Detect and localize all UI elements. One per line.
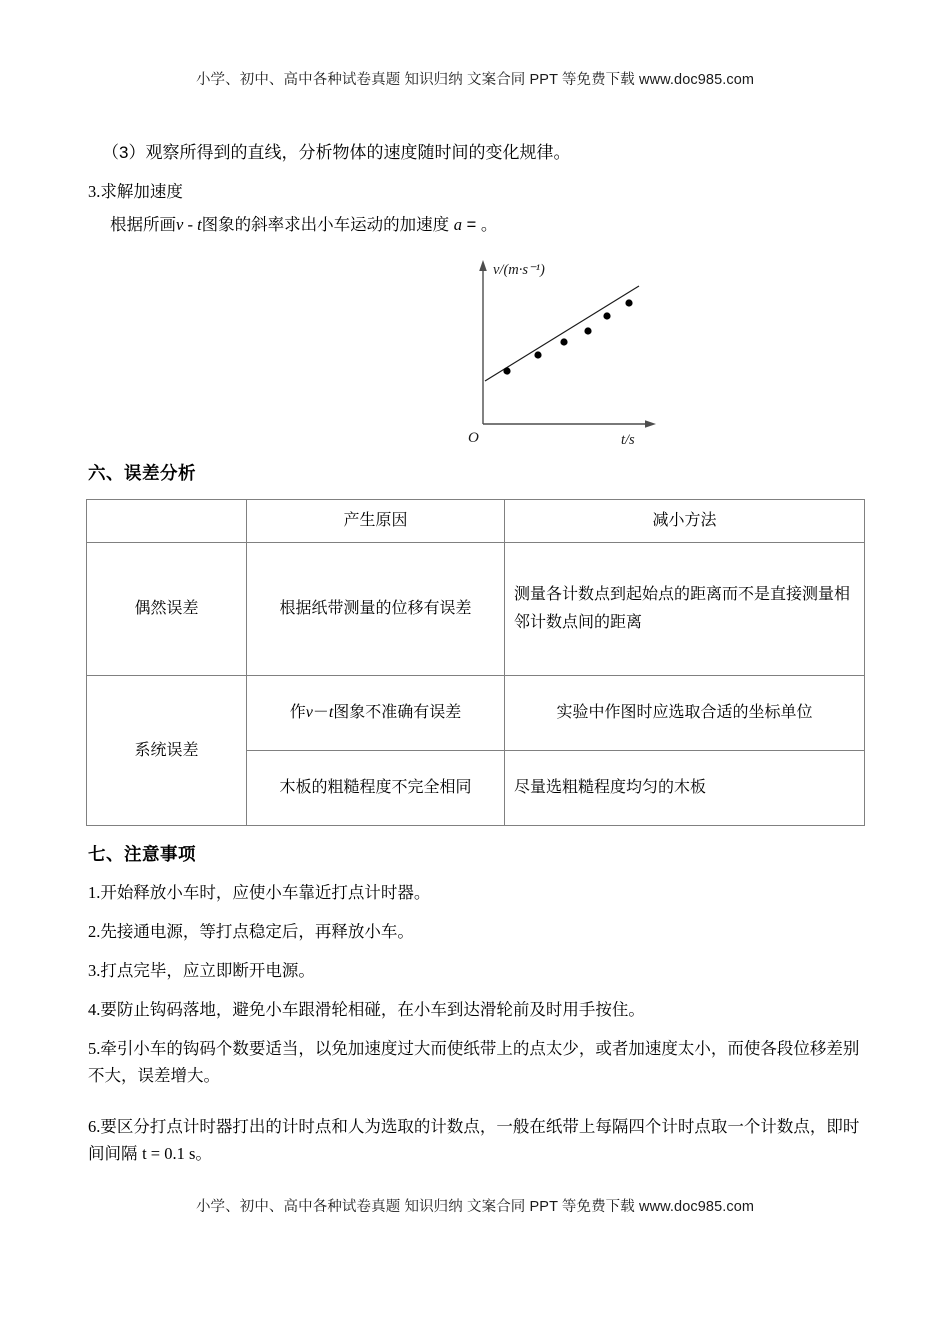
cell-error-type: 偶然误差	[87, 543, 247, 676]
solve-text-pre: 根据所画	[110, 216, 176, 234]
cell-error-cause: 木板的粗糙程度不完全相同	[247, 751, 505, 826]
solve-text-mid: 图象的斜率求出小车运动的加速度	[201, 216, 454, 234]
note-number: 1.	[88, 883, 101, 902]
note-text: 要区分打点计时器打出的计时点和人为选取的计数点，一般在纸带上每隔四个计时点取一个计数点，即时间间隔	[88, 1118, 860, 1163]
cause-post: 图象不准确有误差	[333, 704, 462, 721]
data-point	[534, 351, 541, 358]
cause-var-t: t	[328, 704, 334, 721]
note-number: 3.	[88, 961, 101, 980]
heading-error-analysis: 六、误差分析	[88, 463, 196, 483]
x-axis-label: t/s	[621, 432, 635, 448]
note-text: 牵引小车的钩码个数要适当，以免加速度过大而使纸带上的点太少，或者加速度太小，而使各段位移差别不大，误差增大。	[88, 1040, 860, 1085]
data-point	[603, 312, 610, 319]
cell-error-cause: 根据纸带测量的位移有误差	[247, 543, 505, 676]
solve-text-end: = 。	[462, 216, 498, 234]
vt-graph-figure	[443, 248, 683, 448]
data-point	[625, 299, 632, 306]
note-text: 打点完毕，应立即断开电源。	[100, 962, 315, 980]
cell-error-cause	[247, 676, 505, 751]
note-item	[88, 880, 872, 907]
table-header-row	[87, 500, 865, 543]
note-number: 5.	[88, 1039, 101, 1058]
solve-dash: -	[183, 215, 198, 234]
cause-dash: －	[312, 704, 329, 721]
footer-watermark: 小学、初中、高中各种试卷真题 知识归纳 文案合同 PPT 等免费下载 www.doc985.com	[195, 1199, 755, 1215]
origin-label: O	[468, 430, 479, 446]
cause-var-v: v	[305, 704, 313, 721]
error-analysis-table	[86, 499, 865, 826]
paragraph-solve-heading: 3.求解加速度	[88, 182, 183, 201]
y-axis-label: v/(m·s⁻¹)	[493, 262, 545, 278]
table-header-blank	[87, 500, 247, 543]
y-axis-arrow	[479, 260, 487, 271]
table-header-reduce: 减小方法	[505, 500, 865, 543]
cell-error-type: 系统误差	[87, 676, 247, 826]
data-point	[560, 338, 567, 345]
paragraph-item-3: （3）观察所得到的直线，分析物体的速度随时间的变化规律。	[102, 143, 571, 162]
best-fit-line	[485, 286, 639, 381]
note-item	[88, 919, 872, 946]
data-point	[584, 327, 591, 334]
note-number: 2.	[88, 922, 101, 941]
cell-error-reduce: 测量各计数点到起始点的距离而不是直接测量相邻计数点间的距离	[505, 543, 865, 676]
note-item	[88, 1036, 872, 1089]
solve-var-a: a	[453, 215, 463, 234]
note-number: 6.	[88, 1117, 101, 1136]
note-text: 开始释放小车时，应使小车靠近打点计时器。	[100, 884, 431, 902]
table-header-cause: 产生原因	[247, 500, 505, 543]
note-item	[88, 958, 872, 985]
note-item	[88, 997, 872, 1024]
table-row	[87, 543, 865, 676]
header-watermark: 小学、初中、高中各种试卷真题 知识归纳 文案合同 PPT 等免费下载 www.doc985.com	[195, 72, 755, 88]
x-axis-arrow	[645, 420, 656, 428]
solve-var-v: v	[176, 215, 184, 234]
heading-notes: 七、注意事项	[88, 844, 196, 864]
note-formula: t = 0.1 s	[142, 1143, 196, 1163]
table-row	[87, 676, 865, 751]
note-suffix: 。	[195, 1144, 212, 1163]
note-text: 先接通电源，等打点稳定后，再释放小车。	[100, 923, 414, 941]
solve-var-t: t	[197, 215, 202, 234]
paragraph-solve-text	[110, 213, 497, 238]
note-item	[88, 1114, 872, 1167]
note-text: 要防止钩码落地，避免小车跟滑轮相碰，在小车到达滑轮前及时用手按住。	[100, 1001, 645, 1019]
cell-error-reduce: 尽量选粗糙程度均匀的木板	[505, 751, 865, 826]
cause-pre: 作	[289, 704, 306, 721]
cell-error-reduce: 实验中作图时应选取合适的坐标单位	[505, 676, 865, 751]
data-point	[503, 367, 510, 374]
note-number: 4.	[88, 1000, 101, 1019]
